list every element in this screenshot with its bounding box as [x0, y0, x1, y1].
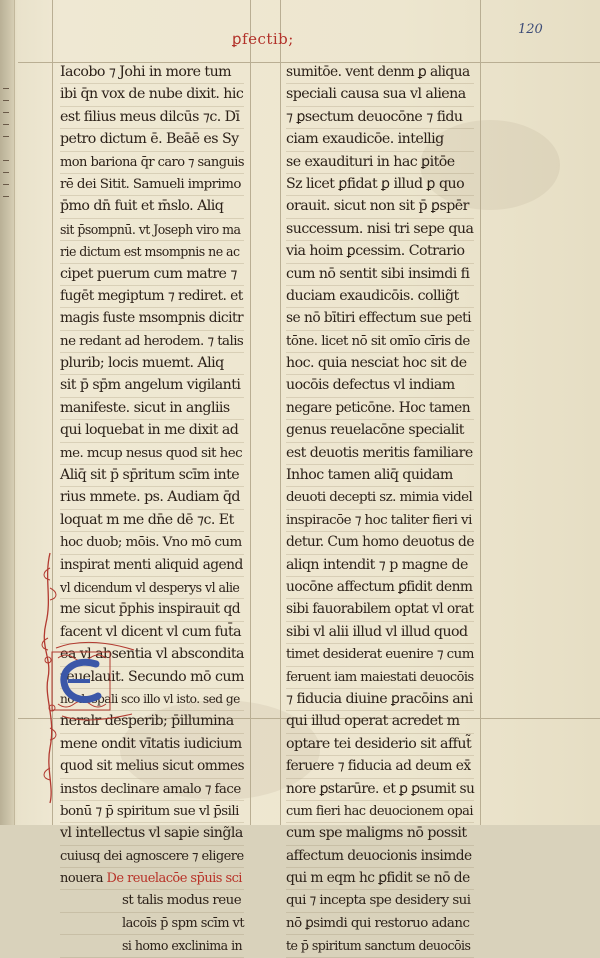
text-line: qui m eqm hc ꝑfidit se nō de [286, 868, 474, 890]
text-line: timet desiderat euenire ⁊ cum [286, 644, 474, 666]
running-head: ꝑfectib; [232, 30, 294, 48]
text-line: aliqn intendit ⁊ p magne de [286, 555, 474, 577]
text-line: ⁊ ꝑsectum deuocōne ⁊ fidu [286, 107, 474, 129]
binding-gutter [0, 0, 15, 825]
text-line: duciam exaudicōis. collig̃t [286, 286, 474, 308]
text-line: st talis modus reue [60, 890, 244, 912]
left-text-column [60, 62, 244, 958]
text-line: vl intellectus vl sapie sing̃la [60, 823, 244, 845]
text-line: manifeste. sicut in angliis [60, 398, 244, 420]
text-line: hoc. quia nesciat hoc sit de [286, 353, 474, 375]
text-line: petro dictum ē. Beāē es Sy [60, 129, 244, 151]
decorated-initial [48, 648, 118, 714]
text-line: ciam exaudicōe. intellig [286, 129, 474, 151]
text-line: Iacobo ⁊ Johi in more tum [60, 62, 244, 84]
text-line: magis fuste msompnis dicitr [60, 308, 244, 330]
text-line: feruent iam maiestati deuocōis [286, 667, 474, 689]
text-line: affectum deuocionis insimde [286, 846, 474, 868]
text-line: nō ꝑsimdi qui restoruo adanc [286, 913, 474, 935]
text-line: qui loquebat in me dixit ad [60, 420, 244, 442]
text-line: Sz licet ꝑfidat ꝑ illud ꝑ quo [286, 174, 474, 196]
text-line: me sicut p̄phis inspirauit qd [60, 599, 244, 621]
text-line: detur. Cum homo deuotus de [286, 532, 474, 554]
text-line: cum fieri hac deuocionem opai [286, 801, 474, 823]
text-line: ne redant ad herodem. ⁊ talis [60, 331, 244, 353]
text-line: deuoti decepti sz. mimia videl [286, 487, 474, 509]
text-line: uocōne affectum ꝑfidit denm [286, 577, 474, 599]
text-line: si homo exclinima in [60, 935, 244, 957]
text-line: sumitōe. vent denm ꝑ aliqua [286, 62, 474, 84]
folio-number: 120 [518, 22, 543, 37]
rubric-prefix: nouera [60, 871, 107, 887]
text-line: neralr desperib; p̄illumina [60, 711, 244, 733]
text-line: fugēt megiptum ⁊ rediret. et [60, 286, 244, 308]
text-line: te p̄ spiritum sanctum deuocōis [286, 935, 474, 957]
text-line: cum spe maligms nō possit [286, 823, 474, 845]
text-line: feruere ⁊ fiducia ad deum ex̄ [286, 756, 474, 778]
text-line: optare tei desiderio sit affut̃ [286, 734, 474, 756]
text-line: rie dictum est msompnis ne ac [60, 241, 244, 263]
text-line: ibi q̄n vox de nube dixit. hic [60, 84, 244, 106]
initial-letter [48, 648, 49, 649]
text-line: mon bariona q̄r caro ⁊ sanguis [60, 152, 244, 174]
text-line: cipet puerum cum matre ⁊ [60, 264, 244, 286]
right-text-column [286, 62, 474, 958]
text-line: plurib; locis muemt. Aliq [60, 353, 244, 375]
text-line: inspirat menti aliquid agend [60, 555, 244, 577]
text-line: hoc duob; mōis. Vno mō cum [60, 532, 244, 554]
text-line: ⁊ fiducia diuine ꝑracōins ani [286, 689, 474, 711]
text-line: successum. nisi tri sepe qua [286, 219, 474, 241]
text-line: speciali causa sua vl aliena [286, 84, 474, 106]
text-line: cum nō sentit sibi insimdi fi [286, 264, 474, 286]
ruling-line [250, 0, 251, 825]
text-line: qui illud operat acredet m [286, 711, 474, 733]
text-line: me. mcup nesus quod sit hec [60, 443, 244, 465]
text-line: rius mmete. ps. Audiam q̄d [60, 487, 244, 509]
text-line: sit p̄ sp̄m angelum vigilanti [60, 375, 244, 397]
text-line: Inhoc tamen aliq̄ quidam [286, 465, 474, 487]
text-line: se nō bītiri effectum sue peti [286, 308, 474, 330]
ruling-line [480, 0, 481, 825]
text-line: tōne. licet nō sit omīo cīris de [286, 331, 474, 353]
text-line: reuelauit. Secundo mō cum [60, 667, 244, 689]
text-line: nō despali sco illo vl isto. sed ge [60, 689, 244, 711]
text-line: genus reuelacōne specialit [286, 420, 474, 442]
text-line: sibi fauorabilem optat vl orat [286, 599, 474, 621]
text-line: uocōis defectus vl indiam [286, 375, 474, 397]
text-line: quod sit melius sicut ommes [60, 756, 244, 778]
text-line: mene ondit vītatis iudicium [60, 734, 244, 756]
text-line: negare peticōne. Hoc tamen [286, 398, 474, 420]
text-line: ea vl absentia vl abscondita [60, 644, 244, 666]
text-line: se exaudituri in hac ꝑitōe [286, 152, 474, 174]
rubric-line [60, 868, 244, 890]
text-line: loquat m me dn̄e dē ⁊c. Et [60, 510, 244, 532]
text-line: via hoim ꝑcessim. Cotrario [286, 241, 474, 263]
text-line: est filius meus dilcūs ⁊c. Dī [60, 107, 244, 129]
text-line: p̄mo dn̄ fuit et m̄slo. Aliq [60, 196, 244, 218]
rubric-heading: De reuelacōe sp̄uis sci [106, 871, 242, 887]
text-line: orauit. sicut non sit p̄ ꝑspēr [286, 196, 474, 218]
text-line: bonū ⁊ p̄ spiritum sue vl p̄sili [60, 801, 244, 823]
text-line: facent vl dicent vl cum fut̄a [60, 622, 244, 644]
text-line: inspiracōe ⁊ hoc taliter fieri vi [286, 510, 474, 532]
text-line: vl dicendum vl desperys vl alie [60, 577, 244, 599]
text-line: sibi vl alii illud vl illud quod [286, 622, 474, 644]
text-line: lacoīs p̄ spm scīm vt [60, 913, 244, 935]
text-line: est deuotis meritis familiare [286, 443, 474, 465]
text-line: qui ⁊ incepta spe desidery sui [286, 890, 474, 912]
text-line: instos declinare amalo ⁊ face [60, 779, 244, 801]
ruling-line [280, 0, 281, 825]
text-line: cuiusq dei agnoscere ⁊ eligere [60, 846, 244, 868]
text-line: sit p̄sompnū. vt Joseph viro ma [60, 219, 244, 241]
text-line: Aliq̄ sit p̄ sp̄ritum scīm inte [60, 465, 244, 487]
text-line: rē dei Sitit. Samueli imprimo [60, 174, 244, 196]
text-line: nore ꝑstarūre. et ꝑ ꝑsumit su [286, 779, 474, 801]
